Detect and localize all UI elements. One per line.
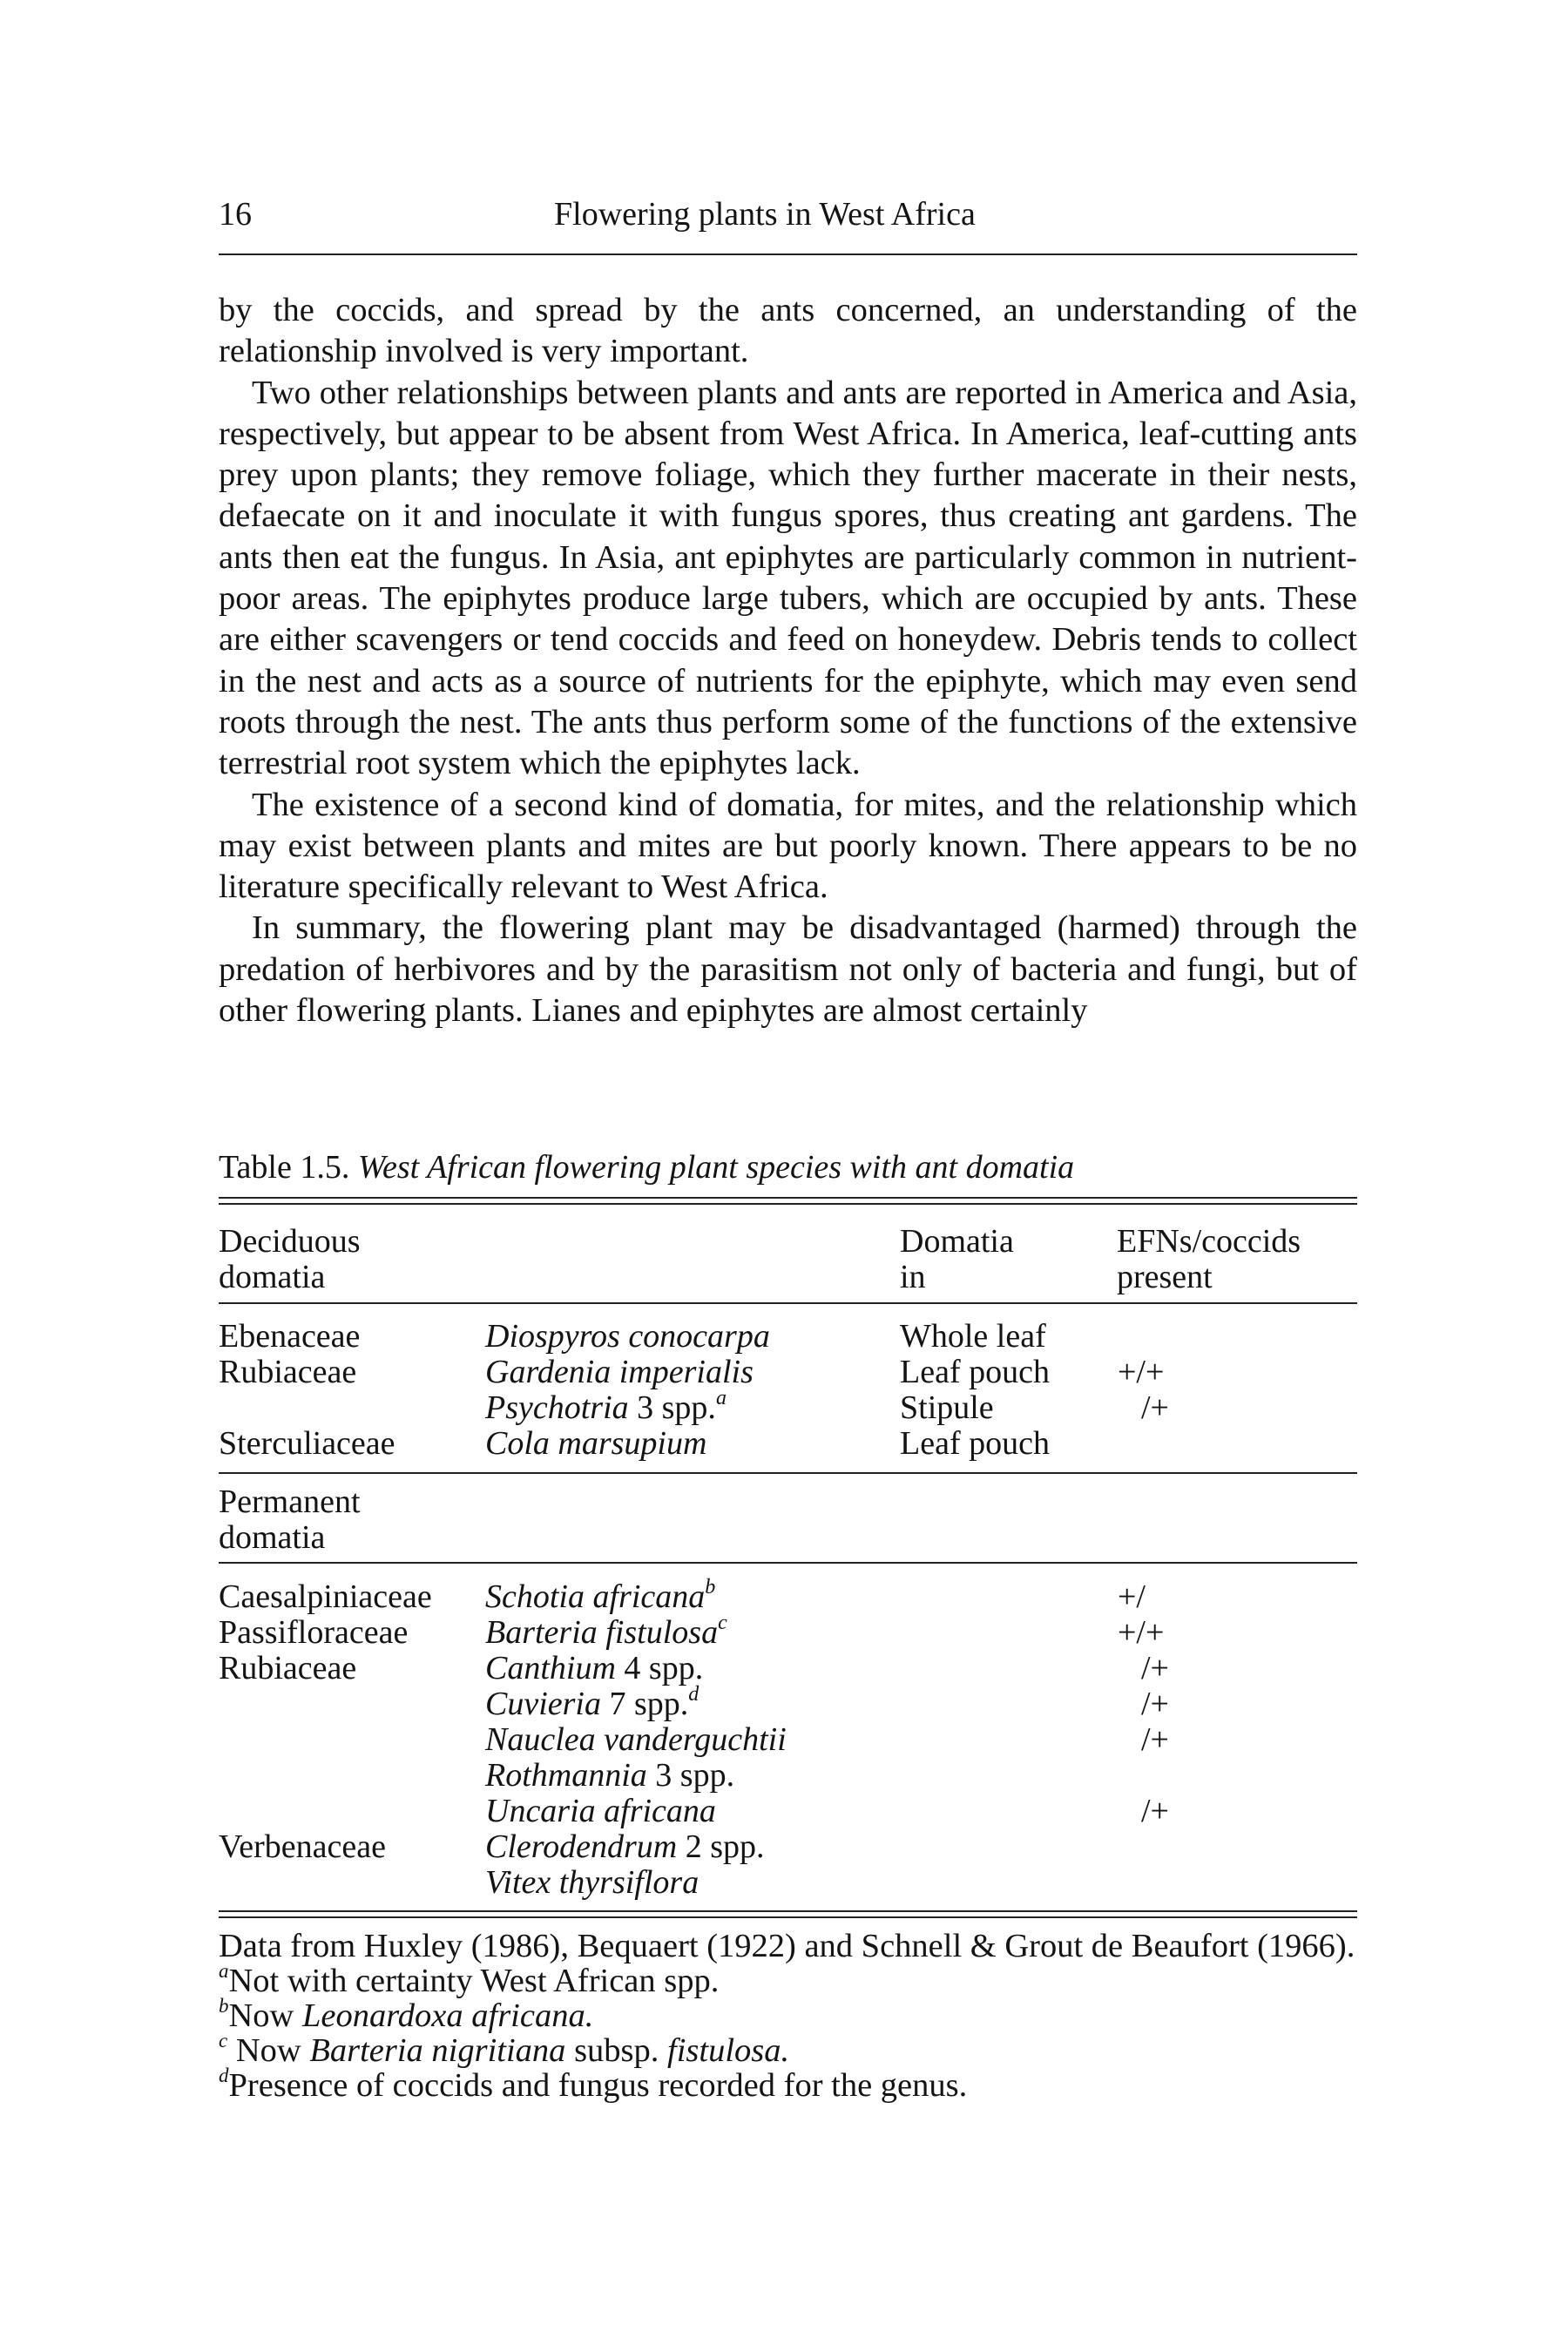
table-header-rule bbox=[219, 1302, 1357, 1304]
species-cell: Cuvieria 7 spp.$^d$ bbox=[485, 1683, 700, 1722]
domatia-location-cell: Whole leaf bbox=[900, 1318, 1046, 1355]
footnote-marker: a bbox=[715, 1387, 727, 1410]
running-header bbox=[219, 195, 1357, 237]
column-header-domatia-in: Domatia in bbox=[900, 1223, 1014, 1295]
footnote-d: $^d$Presence of coccids and fungus recorded for the genus. bbox=[219, 2065, 968, 2104]
running-title: Flowering plants in West Africa bbox=[554, 196, 976, 233]
table-bottom-rule bbox=[219, 1910, 1357, 1912]
footnote-a: $^a$Not with certainty West African spp. bbox=[219, 1960, 720, 1999]
paragraph: by the coccids, and spread by the ants concerned, an understanding of the relationship involved is very important. bbox=[219, 292, 1357, 370]
family-cell: Caesalpiniaceae bbox=[219, 1578, 432, 1615]
species-cell: Psychotria 3 spp.$^a$ bbox=[485, 1387, 727, 1426]
table-footnotes bbox=[219, 1929, 1357, 2103]
table-title: West African flowering plant species with ant domatia bbox=[357, 1149, 1075, 1186]
efns-coccids-cell: /+ bbox=[1141, 1389, 1169, 1426]
table-bottom-rule bbox=[219, 1916, 1357, 1918]
species-cell: Cola marsupium bbox=[485, 1425, 707, 1462]
footnote-c: $^c$ Now Barteria nigritiana subsp. fistulosa. bbox=[219, 2030, 790, 2069]
section-header-permanent: Permanent domatia bbox=[219, 1484, 361, 1556]
efns-coccids-cell: /+ bbox=[1141, 1650, 1169, 1686]
efns-coccids-cell: +/+ bbox=[1118, 1614, 1165, 1651]
header-rule bbox=[219, 253, 1357, 255]
species-cell: Canthium 4 spp. bbox=[485, 1650, 704, 1686]
family-cell: Passifloraceae bbox=[219, 1614, 409, 1651]
family-cell: Rubiaceae bbox=[219, 1354, 357, 1390]
species-cell: Diospyros conocarpa bbox=[485, 1318, 770, 1355]
body-text bbox=[219, 290, 1357, 1031]
efns-coccids-cell: +/ bbox=[1118, 1578, 1146, 1615]
species-cell: Gardenia imperialis bbox=[485, 1354, 754, 1390]
footnote-marker: b bbox=[705, 1576, 716, 1599]
efns-coccids-cell: /+ bbox=[1141, 1793, 1169, 1829]
domatia-location-cell: Leaf pouch bbox=[900, 1425, 1050, 1462]
family-cell: Verbenaceae bbox=[219, 1828, 386, 1865]
species-cell: Vitex thyrsiflora bbox=[485, 1864, 700, 1901]
footnote-marker: d bbox=[688, 1683, 700, 1707]
efns-coccids-cell: +/+ bbox=[1118, 1354, 1165, 1390]
section-rule bbox=[219, 1472, 1357, 1474]
domatia-location-cell: Leaf pouch bbox=[900, 1354, 1050, 1390]
family-cell: Rubiaceae bbox=[219, 1650, 357, 1686]
species-cell: Clerodendrum 2 spp. bbox=[485, 1828, 765, 1865]
table-caption bbox=[219, 1148, 1074, 1186]
family-cell: Ebenaceae bbox=[219, 1318, 361, 1355]
table-top-rule bbox=[219, 1203, 1357, 1205]
section-rule bbox=[219, 1562, 1357, 1564]
species-cell: Uncaria africana bbox=[485, 1793, 716, 1829]
paragraph: In summary, the flowering plant may be disadvantaged (harmed) through the predation of herbivores and by the parasitism not only of bacteria and fungi, but of other flowering plants. Lianes and epiphytes are almost certainly bbox=[219, 909, 1357, 1030]
species-cell: Nauclea vanderguchtii bbox=[485, 1721, 787, 1758]
species-cell: Barteria fistulosa$^c$ bbox=[485, 1612, 727, 1651]
species-cell: Schotia africana$^b$ bbox=[485, 1576, 716, 1615]
column-header-efns-coccids: EFNs/coccids present bbox=[1117, 1223, 1301, 1295]
footnote-marker: c bbox=[718, 1612, 727, 1635]
species-cell: Rothmannia 3 spp. bbox=[485, 1757, 735, 1794]
footnote-b: $^b$Now Leonardoxa africana. bbox=[219, 1995, 594, 2034]
data-source-note: Data from Huxley (1986), Bequaert (1922) and Schnell & Grout de Beaufort (1966). bbox=[219, 1928, 1355, 1964]
page-number: 16 bbox=[219, 196, 252, 233]
table-top-rule bbox=[219, 1197, 1357, 1199]
column-header-domatia-type: Deciduous domatia bbox=[219, 1223, 361, 1295]
family-cell: Sterculiaceae bbox=[219, 1425, 395, 1462]
efns-coccids-cell: /+ bbox=[1141, 1721, 1169, 1758]
efns-coccids-cell: /+ bbox=[1141, 1686, 1169, 1722]
domatia-location-cell: Stipule bbox=[900, 1389, 994, 1426]
paragraph: Two other relationships between plants and ants are reported in America and Asia, respectively, but appear to be absent from West Africa. In America, leaf-cutting ants prey upon plants; they remove foliage, which they further macerate in their nests, defaecate on it and inoculate it with fungus spores, thus creating ant gardens. The ants then eat the fungus. In Asia, ant epiphytes are particularly common in nutrient-poor areas. The epiphytes produce large tubers, which are occupied by ants. These are either scavengers or tend coccids and feed on honeydew. Debris tends to collect in the nest and acts as a source of nutrients for the epiphyte, which may even send roots through the nest. The ants thus perform some of the functions of the extensive terrestrial root system which the epiphytes lack. bbox=[219, 374, 1357, 782]
table-label: Table 1.5. bbox=[219, 1149, 350, 1186]
paragraph: The existence of a second kind of domatia, for mites, and the relationship which may exist between plants and mites are but poorly known. There appears to be no literature specifically relevant to West Africa. bbox=[219, 786, 1357, 906]
